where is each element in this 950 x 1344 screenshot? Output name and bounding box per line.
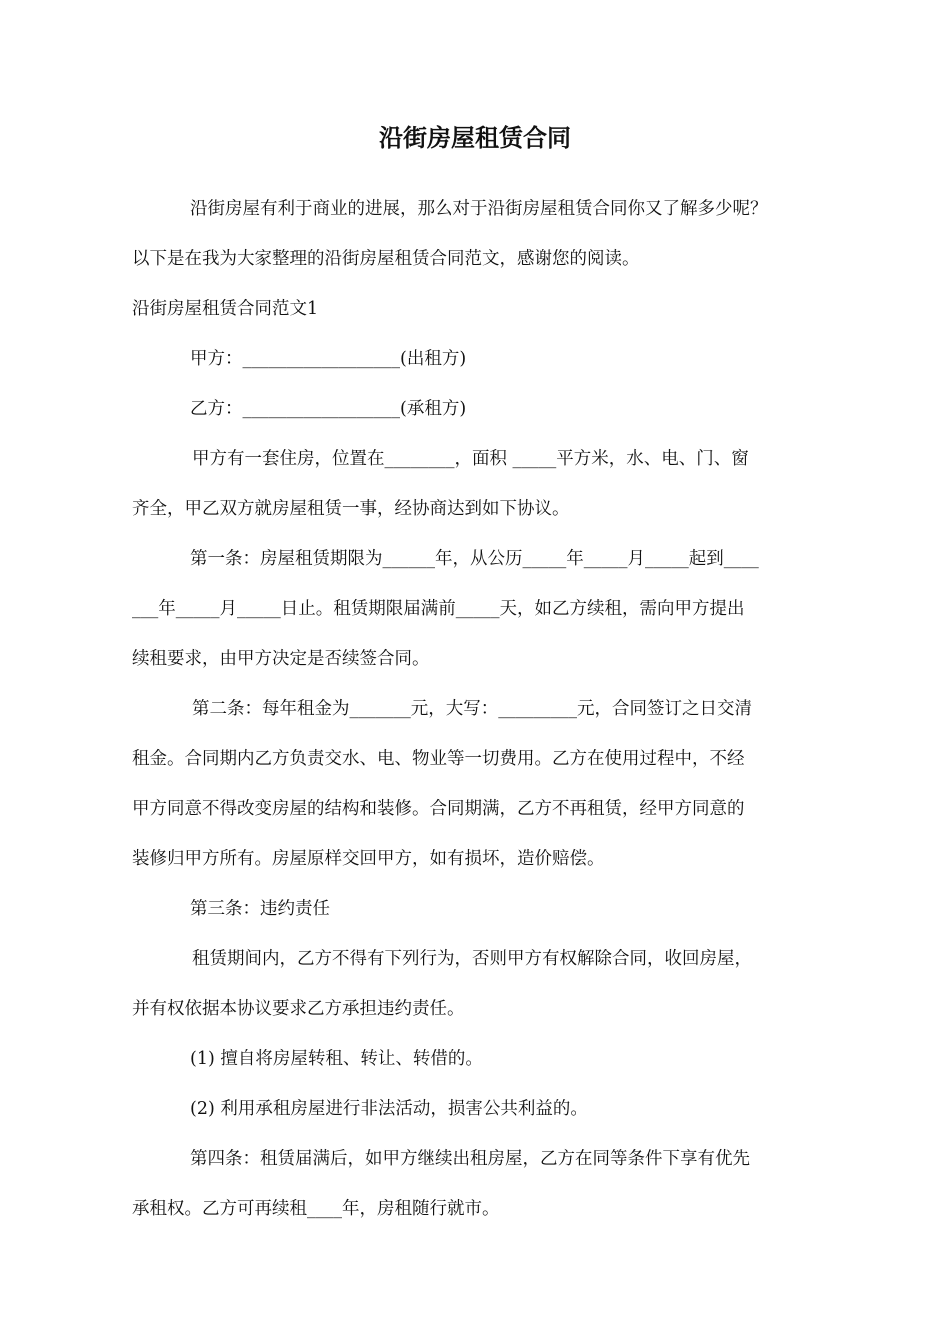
article-1-line-2: ___年_____月_____日止。租赁期限届满前_____天，如乙方续租，需向甲方提出 (132, 599, 745, 619)
article-3-line-1: 租赁期间内，乙方不得有下列行为，否则甲方有权解除合同，收回房屋， (192, 949, 752, 969)
party-a-line: 甲方：__________________(出租方) (190, 349, 467, 369)
article-3-item-2: (2) 利用承租房屋进行非法活动，损害公共利益的。 (190, 1099, 588, 1119)
article-3-heading: 第三条：违约责任 (190, 899, 330, 919)
article-2-line-1: 第二条：每年租金为_______元，大写：_________元，合同签订之日交清 (192, 699, 752, 719)
party-b-line: 乙方：__________________(承租方) (190, 399, 467, 419)
article-2-line-3: 甲方同意不得改变房屋的结构和装修。合同期满，乙方不再租赁，经甲方同意的 (132, 799, 745, 819)
house-description-line-2: 齐全，甲乙双方就房屋租赁一事，经协商达到如下协议。 (132, 499, 570, 519)
article-1-line-3: 续租要求，由甲方决定是否续签合同。 (132, 649, 430, 669)
intro-line-1: 沿街房屋有利于商业的进展，那么对于沿街房屋租赁合同你又了解多少呢？ (190, 199, 768, 219)
house-description-line-1: 甲方有一套住房，位置在________，面积 _____平方米，水、电、门、窗 (192, 449, 749, 469)
article-2-line-4: 装修归甲方所有。房屋原样交回甲方，如有损坏，造价赔偿。 (132, 849, 605, 869)
article-4-line-2: 承租权。乙方可再续租____年，房租随行就市。 (132, 1199, 500, 1219)
article-3-item-1: (1) 擅自将房屋转租、转让、转借的。 (190, 1049, 483, 1069)
article-1-line-1: 第一条：房屋租赁期限为______年，从公历_____年_____月_____起到____ (190, 549, 759, 569)
sample-heading: 沿街房屋租赁合同范文1 (132, 299, 319, 319)
article-4-line-1: 第四条：租赁届满后，如甲方继续出租房屋，乙方在同等条件下享有优先 (190, 1149, 750, 1169)
article-3-line-2: 并有权依据本协议要求乙方承担违约责任。 (132, 999, 465, 1019)
document-title: 沿街房屋租赁合同 (379, 124, 571, 152)
intro-line-2: 以下是在我为大家整理的沿街房屋租赁合同范文，感谢您的阅读。 (132, 249, 640, 269)
article-2-line-2: 租金。合同期内乙方负责交水、电、物业等一切费用。乙方在使用过程中，不经 (132, 749, 745, 769)
